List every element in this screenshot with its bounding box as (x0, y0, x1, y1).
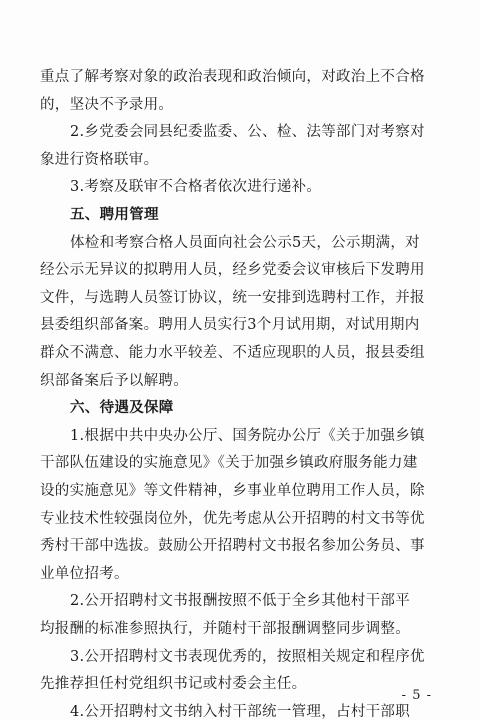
text-line: 文件，与选聘人员签订协议，统一安排到选聘村工作，并报 (40, 290, 425, 306)
section-heading: 五、聘用管理 (70, 207, 159, 223)
text-line: 秀村干部中选拔。鼓励公开招聘村文书报名参加公务员、事 (40, 538, 425, 554)
text-line: 专业技术性较强岗位外，优先考虑从公开招聘的村文书等优 (40, 511, 425, 527)
text-line: 4.公开招聘村文书纳入村干部统一管理，占村干部职 (70, 704, 411, 720)
text-line: 先推荐担任村党组织书记或村委会主任。 (40, 676, 307, 692)
text-line: 象进行资格联审。 (40, 152, 159, 168)
text-line: 的，坚决不予录用。 (40, 97, 174, 113)
text-line: 群众不满意、能力水平较差、不适应现职的人员，报县委组 (40, 345, 425, 361)
text-line: 2.公开招聘村文书报酬按照不低于全乡其他村干部平 (70, 593, 411, 609)
text-line: 1.根据中共中央办公厅、国务院办公厅《关于加强乡镇 (70, 428, 425, 444)
text-line: 织部备案后予以解聘。 (40, 373, 188, 389)
text-line: 重点了解考察对象的政治表现和政治倾向，对政治上不合格 (40, 69, 425, 85)
section-heading: 六、待遇及保障 (70, 400, 174, 416)
text-line: 干部队伍建设的实施意见》《关于加强乡镇政府服务能力建 (40, 455, 418, 471)
text-line: 3.考察及联审不合格者依次进行递补。 (70, 179, 322, 195)
text-line: 业单位招考。 (40, 566, 129, 582)
text-line: 设的实施意见》等文件精神，乡事业单位聘用工作人员，除 (40, 483, 425, 499)
text-line: 均报酬的标准参照执行，并随村干部报酬调整同步调整。 (40, 621, 410, 637)
text-line: 经公示无异议的拟聘用人员，经乡党委会议审核后下发聘用 (40, 262, 425, 278)
text-line: 3.公开招聘村文书表现优秀的，按照相关规定和程序优 (70, 649, 425, 665)
text-line: 县委组织部备案。聘用人员实行3个月试用期，对试用期内 (40, 317, 420, 333)
text-line: 2.乡党委会同县纪委监委、公、检、法等部门对考察对 (70, 124, 425, 140)
page-number: - 5 - (401, 688, 432, 703)
text-line: 体检和考察合格人员面向社会公示5天，公示期满，对 (70, 235, 420, 251)
